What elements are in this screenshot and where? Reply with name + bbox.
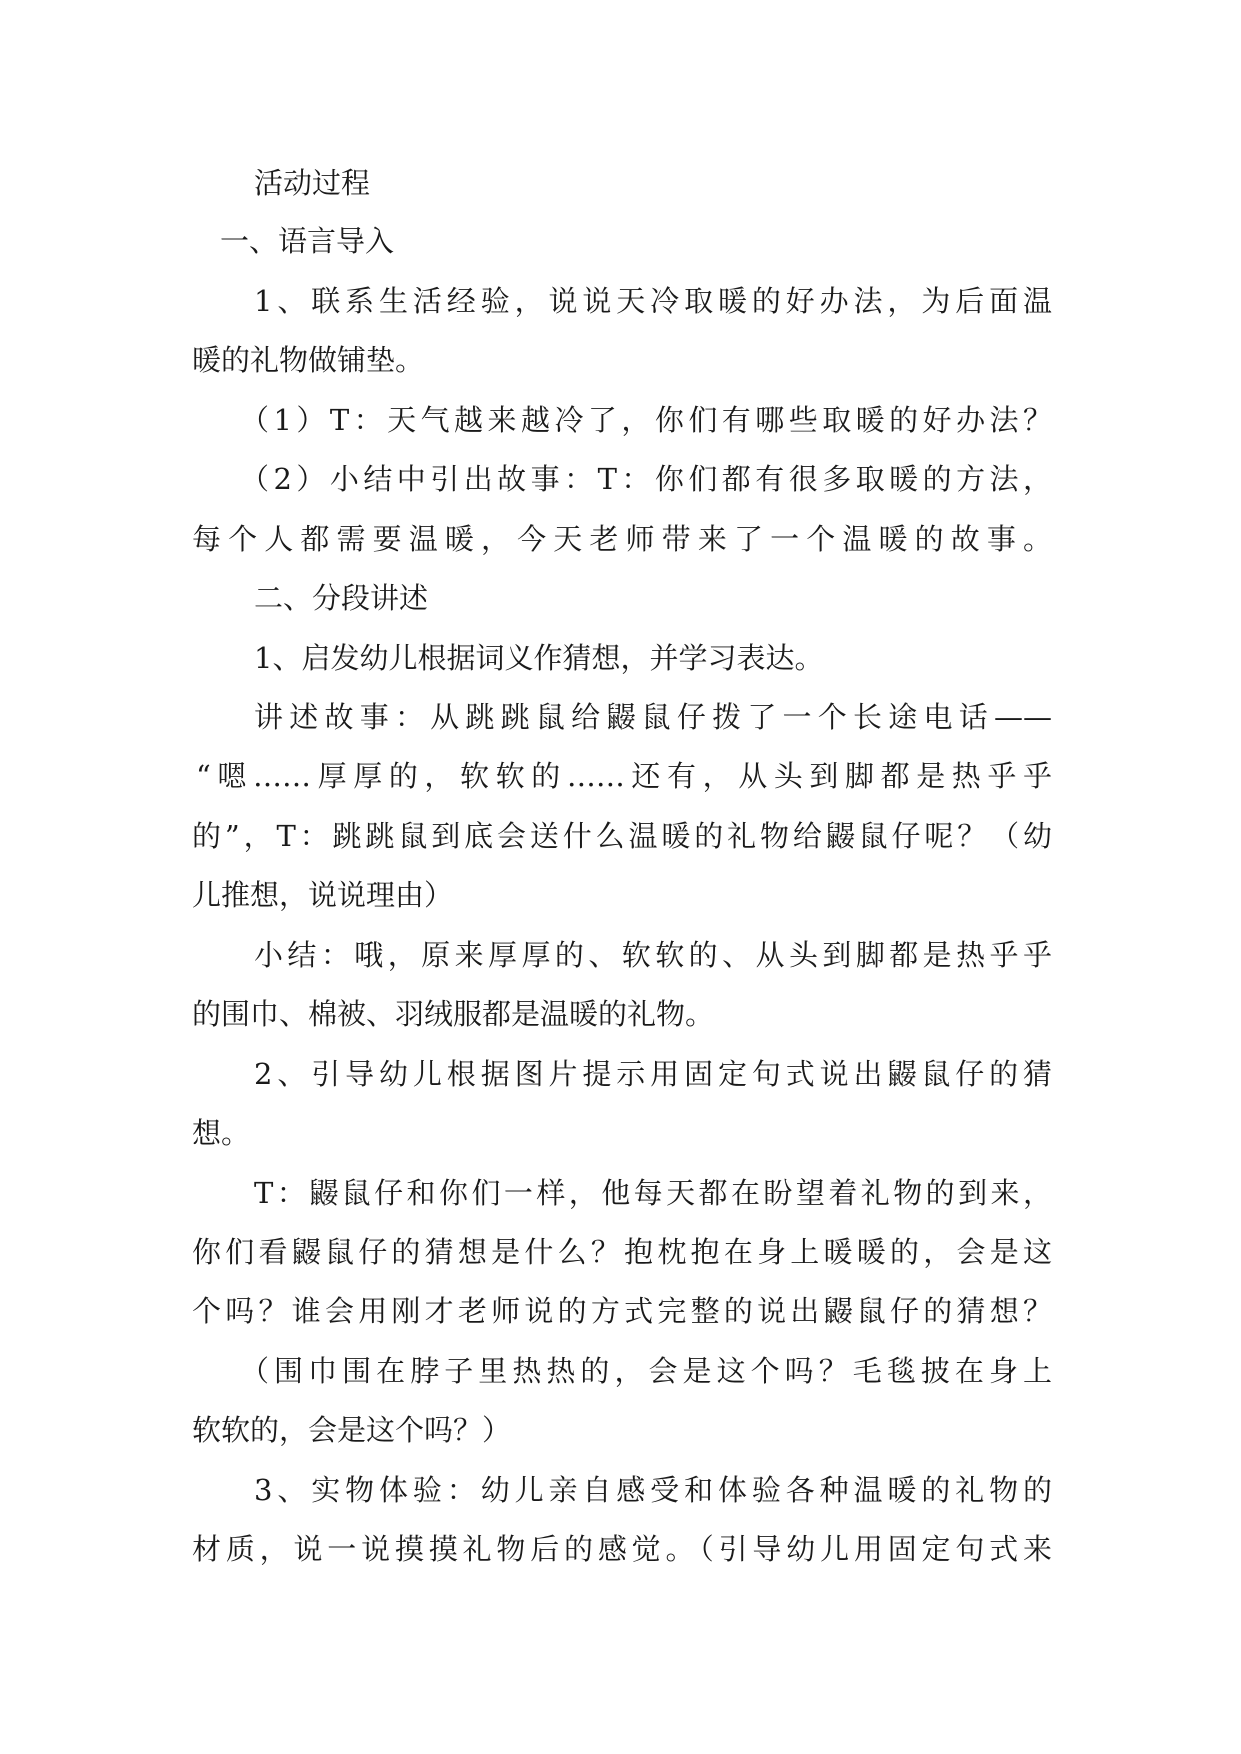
paragraph-line: 每个人都需要温暖，今天老师带来了一个温暖的故事。 bbox=[192, 522, 1052, 556]
paragraph-line: 1、联系生活经验，说说天冷取暖的好办法，为后面温 bbox=[254, 284, 1052, 318]
paragraph-line: 想。 bbox=[192, 1116, 251, 1150]
paragraph-line: 儿推想，说说理由） bbox=[192, 878, 454, 912]
paragraph-line: 讲述故事：从跳跳鼠给鼹鼠仔拨了一个长途电话—— bbox=[254, 700, 1052, 734]
paragraph-line: 个吗？谁会用刚才老师说的方式完整的说出鼹鼠仔的猜想？ bbox=[192, 1294, 1052, 1328]
paragraph-line: 软软的，会是这个吗？） bbox=[192, 1413, 512, 1447]
paragraph-line: （围巾围在脖子里热热的，会是这个吗？毛毯披在身上 bbox=[240, 1354, 1052, 1388]
paragraph-line: （2）小结中引出故事：T：你们都有很多取暖的方法， bbox=[240, 462, 1052, 496]
paragraph-line: 小结：哦，原来厚厚的、软软的、从头到脚都是热乎乎 bbox=[254, 938, 1052, 972]
paragraph-line: “嗯……厚厚的，软软的……还有，从头到脚都是热乎乎 bbox=[196, 759, 1052, 793]
heading-language-intro: 一、语言导入 bbox=[220, 224, 395, 258]
paragraph-line: 1、启发幼儿根据词义作猜想，并学习表达。 bbox=[254, 641, 824, 675]
paragraph-line: T：鼹鼠仔和你们一样，他每天都在盼望着礼物的到来， bbox=[254, 1176, 1052, 1210]
paragraph-line: （1）T：天气越来越冷了，你们有哪些取暖的好办法？ bbox=[240, 403, 1052, 437]
paragraph-line: 的围巾、棉被、羽绒服都是温暖的礼物。 bbox=[192, 997, 715, 1031]
paragraph-line: 的”，T：跳跳鼠到底会送什么温暖的礼物给鼹鼠仔呢？（幼 bbox=[192, 819, 1052, 853]
paragraph-line: 暖的礼物做铺垫。 bbox=[192, 343, 425, 377]
paragraph-line: 3、实物体验：幼儿亲自感受和体验各种温暖的礼物的 bbox=[254, 1473, 1052, 1507]
section-heading-activity-process: 活动过程 bbox=[254, 166, 371, 200]
paragraph-line: 你们看鼹鼠仔的猜想是什么？抱枕抱在身上暖暖的，会是这 bbox=[192, 1235, 1052, 1269]
paragraph-line: 材质，说一说摸摸礼物后的感觉。（引导幼儿用固定句式来 bbox=[192, 1532, 1052, 1566]
heading-story-telling: 二、分段讲述 bbox=[254, 581, 429, 615]
paragraph-line: 2、引导幼儿根据图片提示用固定句式说出鼹鼠仔的猜 bbox=[254, 1057, 1052, 1091]
